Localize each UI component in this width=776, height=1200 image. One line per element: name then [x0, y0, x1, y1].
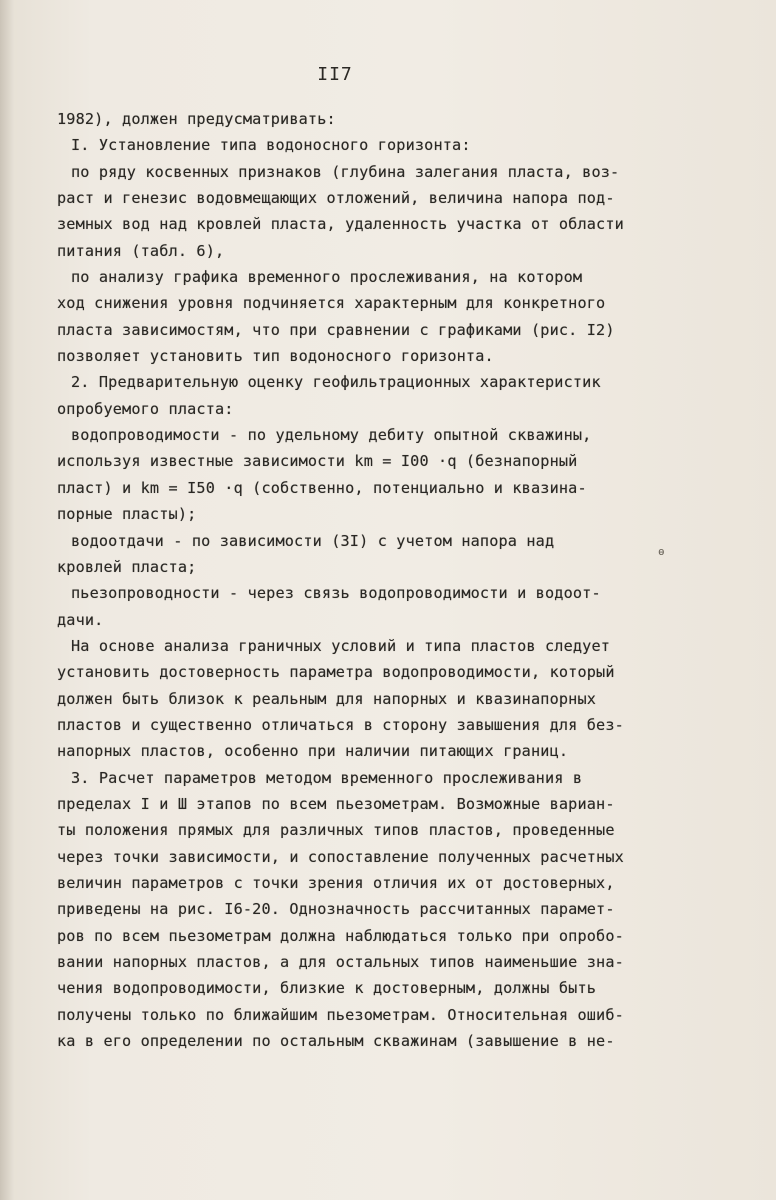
- text-line: 1982), должен предусматривать:: [57, 110, 336, 128]
- text-line: На основе анализа граничных условий и типа пластов следует: [71, 636, 611, 655]
- text-line: ход снижения уровня подчиняется характерным для конкретного: [57, 294, 606, 313]
- text-line: пласт) и km = I50 ·q (собственно, потенциально и квазина-: [57, 478, 587, 497]
- text-line: вании напорных пластов, а для остальных типов наименьшие зна-: [57, 953, 624, 971]
- text-line: напорных пластов, особенно при наличии питающих границ.: [57, 742, 569, 761]
- text-line: чения водопроводимости, близкие к достоверным, должны быть: [57, 979, 597, 998]
- text-line: пластов и существенно отличаться в сторону завышения для без-: [57, 715, 624, 734]
- text-line: по ряду косвенных признаков (глубина залегания пласта, воз-: [71, 162, 620, 181]
- text-line: 2. Предварительную оценку геофильтрационных характеристик: [71, 373, 601, 392]
- text-line: I. Установление типа водоносного горизонта:: [71, 136, 471, 155]
- text-line: опробуемого пласта:: [57, 399, 234, 418]
- text-line: земных вод над кровлей пласта, удаленность участка от области: [57, 215, 624, 234]
- text-line: используя известные зависимости km = I00 ·q (безнапорный: [57, 452, 578, 471]
- text-line: величин параметров с точки зрения отличия их от достоверных,: [57, 873, 615, 892]
- text-line: кровлей пласта;: [57, 557, 197, 576]
- text-line: через точки зависимости, и сопоставление полученных расчетных: [57, 847, 624, 866]
- text-line: ты положения прямых для различных типов пластов, проведенные: [57, 821, 615, 840]
- text-line: пределах I и Ш этапов по всем пьезометрам. Возможные вариан-: [57, 794, 615, 813]
- page-edge-shadow: [0, 0, 14, 1200]
- text-line: порные пласты);: [57, 505, 197, 524]
- margin-mark: ɵ: [658, 545, 665, 558]
- text-line: приведены на рис. I6-20. Однозначность рассчитанных парамет-: [57, 900, 615, 919]
- text-line: водоотдачи - по зависимости (3I) с учетом напора над: [71, 531, 555, 550]
- body-text: [57, 106, 757, 1054]
- text-line: ка в его определении по остальным скважинам (завышение в не-: [57, 1032, 615, 1051]
- text-line: ров по всем пьезометрам должна наблюдаться только при опробо-: [57, 926, 624, 945]
- text-line: питания (табл. 6),: [57, 241, 225, 260]
- text-line: установить достоверность параметра водопроводимости, который: [57, 663, 615, 682]
- text-line: получены только по ближайшим пьезометрам. Относительная ошиб-: [57, 1005, 624, 1024]
- text-line: по анализу графика временного прослеживания, на котором: [71, 268, 583, 287]
- text-line: пласта зависимостям, что при сравнении с графиками (рис. I2): [57, 320, 615, 339]
- text-line: пьезопроводности - через связь водопроводимости и водоот-: [71, 584, 601, 603]
- text-line: позволяет установить тип водоносного горизонта.: [57, 347, 494, 366]
- text-line: должен быть близок к реальным для напорных и квазинапорных: [57, 689, 597, 708]
- text-line: дачи.: [57, 610, 104, 629]
- text-line: раст и генезис водовмещающих отложений, величина напора под-: [57, 189, 615, 208]
- text-line: водопроводимости - по удельному дебиту опытной скважины,: [71, 426, 592, 445]
- text-line: 3. Расчет параметров методом временного прослеживания в: [71, 768, 583, 787]
- page-number: II7: [317, 64, 353, 85]
